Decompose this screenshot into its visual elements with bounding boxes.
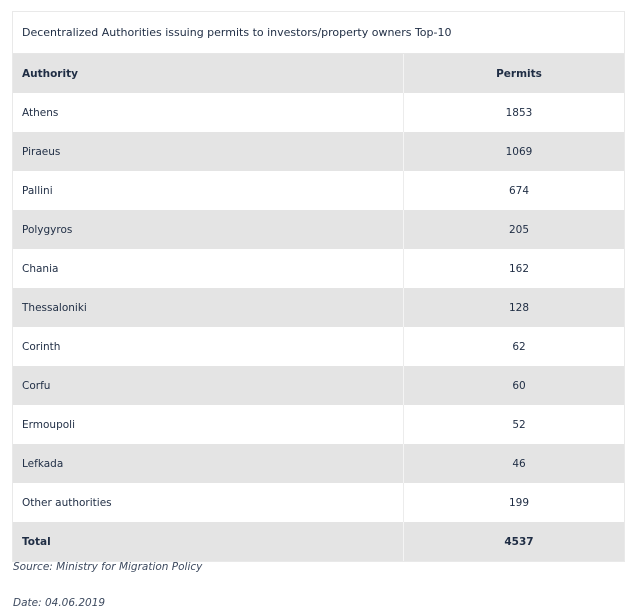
table-row	[13, 93, 624, 132]
table-row	[13, 210, 624, 249]
table-row	[13, 327, 624, 366]
authority-cell: Corfu	[13, 366, 404, 405]
table-row	[13, 288, 624, 327]
table-total-row	[13, 522, 624, 561]
permits-cell: 62	[512, 340, 526, 353]
table-body	[13, 93, 624, 522]
permits-cell: 52	[512, 418, 526, 431]
authority-cell: Ermoupoli	[13, 405, 404, 444]
table-row	[13, 249, 624, 288]
table-row	[13, 483, 624, 522]
permits-cell: 674	[508, 184, 530, 197]
authority-cell: Lefkada	[13, 444, 404, 483]
authority-cell: Corinth	[13, 327, 404, 366]
table-header-row	[13, 54, 624, 93]
permits-cell: 128	[508, 301, 530, 314]
permits-cell: 60	[512, 379, 526, 392]
table-row	[13, 171, 624, 210]
authority-cell: Thessaloniki	[13, 288, 404, 327]
authority-cell: Pallini	[13, 171, 404, 210]
permits-table	[12, 11, 625, 562]
table-row	[13, 132, 624, 171]
source-note: Source: Ministry for Migration Policy	[13, 561, 203, 573]
total-label: Total	[13, 522, 404, 561]
column-header-authority: Authority	[13, 54, 404, 93]
table-title: Decentralized Authorities issuing permits to investors/property owners Top-10	[13, 12, 624, 54]
permits-cell: 46	[512, 457, 526, 470]
authority-cell: Piraeus	[13, 132, 404, 171]
authority-cell: Polygyros	[13, 210, 404, 249]
permits-cell: 199	[508, 496, 530, 509]
permits-cell: 162	[508, 262, 530, 275]
permits-cell: 205	[508, 223, 530, 236]
permits-cell: 1853	[505, 106, 533, 119]
authority-cell: Athens	[13, 93, 404, 132]
authority-cell: Other authorities	[13, 483, 404, 522]
table-row	[13, 366, 624, 405]
table-row	[13, 444, 624, 483]
column-header-permits: Permits	[496, 67, 542, 80]
permits-cell: 1069	[505, 145, 533, 158]
date-note: Date: 04.06.2019	[13, 597, 106, 609]
authority-cell: Chania	[13, 249, 404, 288]
table-row	[13, 405, 624, 444]
total-value: 4537	[504, 535, 534, 548]
